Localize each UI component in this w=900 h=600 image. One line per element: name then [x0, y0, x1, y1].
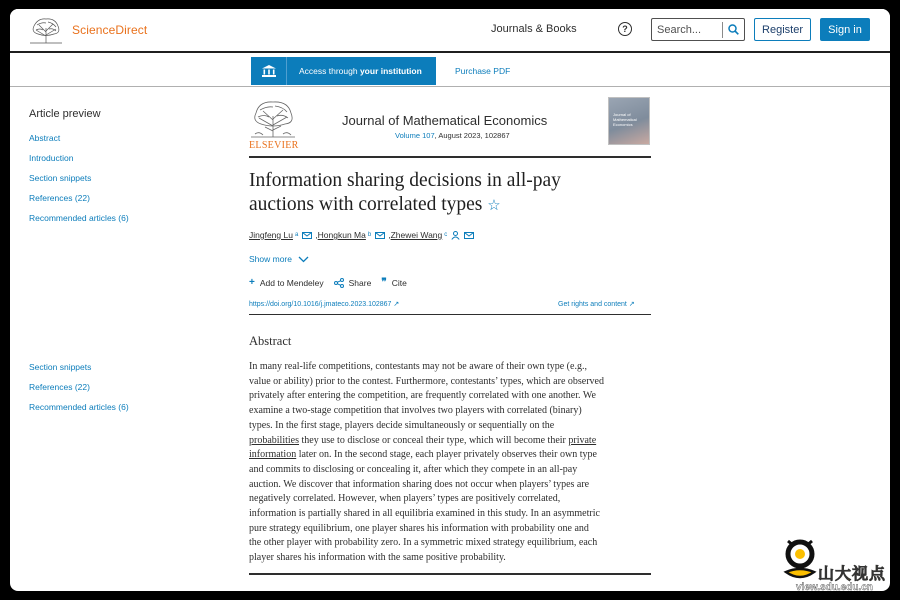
site-header: [10, 9, 890, 53]
article-title: Information sharing decisions in all-pay auctions with correlated types ☆: [249, 170, 561, 215]
author-link[interactable]: Zhewei Wang: [390, 230, 443, 240]
sciencedirect-logo[interactable]: [28, 16, 147, 44]
access-icon-box: [251, 57, 287, 85]
access-institution-button[interactable]: [251, 57, 436, 85]
share-button[interactable]: Share: [334, 278, 372, 288]
external-link-icon: ↗: [628, 301, 635, 308]
journal-cover-image[interactable]: [608, 97, 650, 145]
sidebar-item-recommended-lower[interactable]: Recommended articles (6): [29, 402, 129, 412]
sidebar-item-references-lower[interactable]: References (22): [29, 382, 90, 392]
journal-volume: Volume 107, August 2023, 102867: [395, 131, 510, 140]
chevron-down-icon: [298, 256, 309, 263]
search-box: [651, 18, 745, 41]
search-input[interactable]: [652, 21, 722, 39]
register-button[interactable]: Register: [754, 18, 811, 41]
share-icon: [334, 278, 344, 288]
journals-books-link[interactable]: Journals & Books: [491, 23, 577, 35]
divider: [249, 314, 651, 315]
search-icon: [728, 24, 739, 35]
author-link[interactable]: Hongkun Ma: [317, 230, 366, 240]
volume-link[interactable]: Volume 107: [395, 131, 435, 140]
quote-icon: ❞: [381, 277, 387, 288]
browser-window: [10, 9, 890, 591]
journal-header: [249, 95, 651, 158]
star-icon[interactable]: ☆: [487, 198, 501, 214]
elsevier-tree-icon: [28, 16, 64, 44]
abstract-heading: Abstract: [249, 334, 292, 348]
doi-link[interactable]: https://doi.org/10.1016/j.jmateco.2023.102867 ↗: [249, 301, 400, 308]
sidebar-item-abstract[interactable]: Abstract: [29, 133, 61, 143]
watermark-text: 山大视点: [818, 566, 887, 583]
search-button[interactable]: [723, 20, 744, 40]
purchase-pdf-link[interactable]: Purchase PDF: [455, 66, 511, 76]
brand-name: ScienceDirect: [72, 23, 148, 37]
institution-icon: [262, 65, 276, 77]
sidebar-item-section-snippets[interactable]: Section snippets: [29, 173, 92, 183]
private-information-link[interactable]: private: [568, 434, 597, 446]
help-icon[interactable]: ?: [618, 22, 632, 36]
probabilities-link[interactable]: probabilities: [249, 434, 299, 446]
author-list: Jingfeng Lu a , Hongkun Ma b , Zhewei Wang c: [249, 230, 477, 240]
divider: [249, 573, 651, 575]
sign-in-button[interactable]: Sign in: [820, 18, 870, 41]
mail-icon[interactable]: [302, 232, 312, 239]
access-label: Access through your institution: [299, 66, 422, 76]
elsevier-wordmark: ELSEVIER: [249, 140, 299, 151]
plus-icon: +: [249, 277, 255, 288]
show-more-button[interactable]: Show more: [249, 254, 309, 264]
rights-link[interactable]: Get rights and content ↗: [558, 301, 635, 308]
watermark-url: view.sdu.edu.cn: [796, 582, 873, 593]
sidebar-item-recommended[interactable]: Recommended articles (6): [29, 213, 129, 223]
access-bar: [10, 55, 890, 87]
cover-title: Journal of Mathematical Economics: [613, 112, 637, 127]
elsevier-logo-icon[interactable]: [249, 98, 297, 138]
external-link-icon: ↗: [393, 301, 400, 308]
author-link[interactable]: Jingfeng Lu: [249, 230, 293, 240]
abstract-text: In many real-life competitions, contestants may not be aware of their own type (e.g., value or ability) prior to the contest. Furthermore, contestants’ types, which are observed privately after entering the competition, are frequently correlated with one another. We examine a two-stage competition that involves two players with correlated (binary) types. In the first stage, players decide simultaneously or sequentially on the probabilities they use to disclose or conceal their type, which will become their private information later on. In the second stage, each player privately observes their own type and commits to disclosing or concealing it, after which they compete in an all-pay auction. We discover that information sharing does not occur when players’ types are negatively correlated. However, when players’ types are positively correlated, information is partially shared in all equilibria examined in this study. In an asymmetric pure strategy equilibrium, one player shares his information with probability one and the other player with probability zero. In a symmetric mixed strategy equilibrium, each player shares his information with the same positive probability.: [249, 361, 604, 564]
add-to-mendeley-button[interactable]: + Add to Mendeley: [249, 277, 324, 288]
watermark-logo-icon: [782, 538, 822, 584]
cite-button[interactable]: ❞ Cite: [381, 277, 407, 288]
sidebar-item-references[interactable]: References (22): [29, 193, 90, 203]
private-information-link[interactable]: information: [249, 449, 297, 461]
article-preview-heading: Article preview: [29, 108, 101, 120]
person-icon[interactable]: [451, 231, 460, 240]
sidebar-item-introduction[interactable]: Introduction: [29, 153, 74, 163]
mail-icon[interactable]: [375, 232, 385, 239]
sidebar-item-section-snippets-lower[interactable]: Section snippets: [29, 362, 92, 372]
mail-icon[interactable]: [464, 232, 474, 239]
journal-title[interactable]: Journal of Mathematical Economics: [342, 113, 548, 128]
article-actions: [249, 277, 417, 288]
